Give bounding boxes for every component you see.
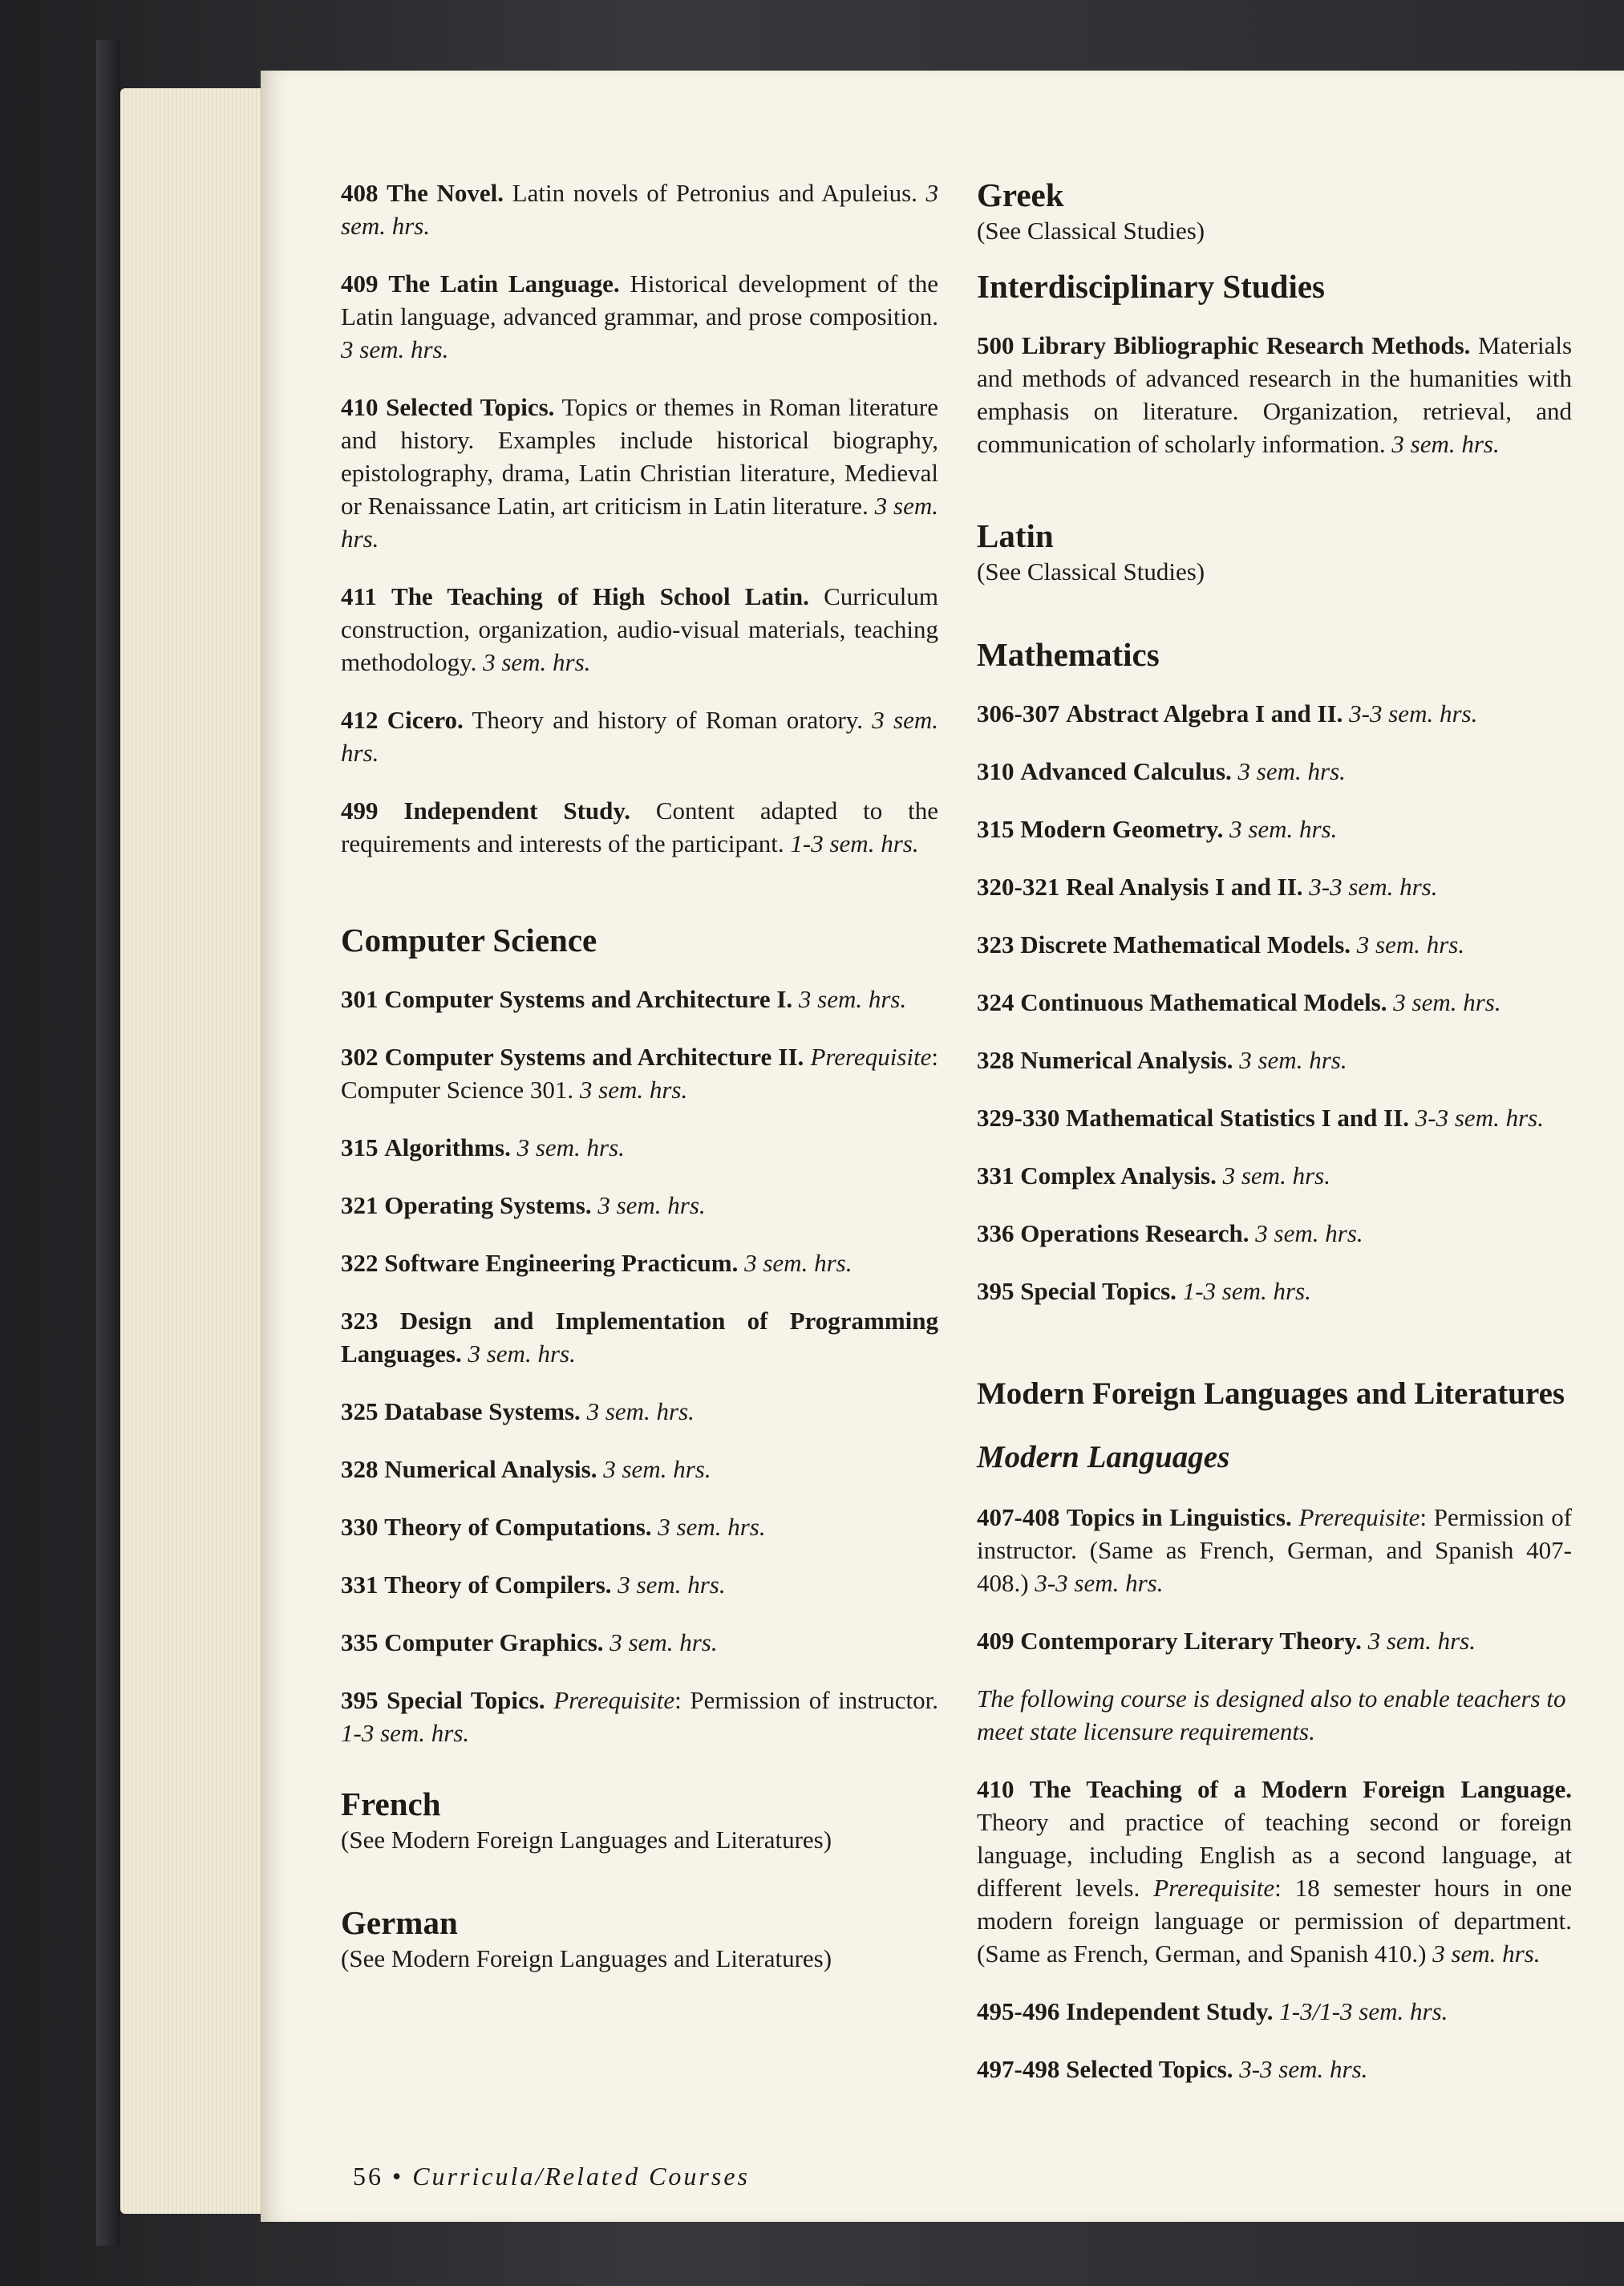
interdisciplinary-heading: Interdisciplinary Studies	[977, 268, 1325, 305]
math-course-entry-315: 315 Modern Geometry. 3 sem. hrs.	[977, 815, 1338, 843]
cs-course-entry-321: 321 Operating Systems. 3 sem. hrs.	[341, 1191, 706, 1219]
computer-science-course-list	[341, 983, 938, 1749]
mathematics-heading: Mathematics	[977, 636, 1160, 673]
math-course-entry-324: 324 Continuous Mathematical Models. 3 sem. hrs.	[977, 988, 1501, 1016]
mathematics-course-list	[977, 697, 1572, 1307]
course-entry-410: 410 Selected Topics. Topics or themes in Roman literature and history. Examples include historical biography, epistolography, drama, Latin Christian literature, Medieval or Renaissance Latin, art criticism in Latin literature. 3 sem. hrs.	[341, 393, 938, 553]
math-course-entry-336: 336 Operations Research. 3 sem. hrs.	[977, 1219, 1363, 1247]
french-heading: French	[341, 1785, 441, 1822]
course-entry-412: 412 Cicero. Theory and history of Roman oratory. 3 sem. hrs.	[341, 706, 938, 767]
math-course-entry-331: 331 Complex Analysis. 3 sem. hrs.	[977, 1161, 1330, 1190]
course-entry-409: 409 The Latin Language. Historical development of the Latin language, advanced grammar, and prose composition. 3 sem. hrs.	[341, 270, 939, 363]
cs-course-entry-328: 328 Numerical Analysis. 3 sem. hrs.	[341, 1455, 711, 1483]
computer-science-heading: Computer Science	[341, 922, 597, 959]
math-course-entry-306-307: 306-307 Abstract Algebra I and II. 3-3 sem. hrs.	[977, 699, 1478, 728]
cs-course-entry-395: 395 Special Topics. Prerequisite: Permission of instructor. 1-3 sem. hrs.	[341, 1686, 938, 1747]
german-see-reference: (See Modern Foreign Languages and Literatures)	[341, 1944, 832, 1972]
interdisciplinary-course-list	[977, 329, 1572, 460]
cs-course-entry-325: 325 Database Systems. 3 sem. hrs.	[341, 1397, 695, 1425]
greek-heading: Greek	[977, 176, 1064, 213]
cs-course-entry-301: 301 Computer Systems and Architecture I. 3 sem. hrs.	[341, 985, 907, 1013]
book-spine-edge	[96, 40, 120, 2246]
greek-see-reference: (See Classical Studies)	[977, 217, 1205, 245]
cs-course-entry-315: 315 Algorithms. 3 sem. hrs.	[341, 1133, 625, 1161]
french-see-reference: (See Modern Foreign Languages and Literatures)	[341, 1826, 832, 1854]
math-course-entry-320-321: 320-321 Real Analysis I and II. 3-3 sem. hrs.	[977, 873, 1438, 901]
page-footer	[353, 2162, 750, 2191]
cs-course-entry-302: 302 Computer Systems and Architecture II. Prerequisite: Computer Science 301. 3 sem. hrs.	[341, 1043, 939, 1104]
math-course-entry-329-330: 329-330 Mathematical Statistics I and II. 3-3 sem. hrs.	[977, 1104, 1544, 1132]
left-column	[341, 176, 938, 2021]
latin-heading: Latin	[977, 517, 1054, 554]
cs-course-entry-322: 322 Software Engineering Practicum. 3 sem. hrs.	[341, 1249, 852, 1277]
page-number: 56	[353, 2162, 383, 2191]
cs-course-entry-330: 330 Theory of Computations. 3 sem. hrs.	[341, 1513, 766, 1541]
cs-course-entry-331: 331 Theory of Compilers. 3 sem. hrs.	[341, 1571, 726, 1599]
math-course-entry-328: 328 Numerical Analysis. 3 sem. hrs.	[977, 1046, 1347, 1074]
course-entry-407-408: 407-408 Topics in Linguistics. Prerequisite: Permission of instructor. (Same as French, German, and Spanish 407-408.) 3-3 sem. hrs.	[977, 1503, 1573, 1597]
course-entry-411: 411 The Teaching of High School Latin. Curriculum construction, organization, audio-visual materials, teaching methodology. 3 sem. hrs.	[341, 582, 939, 676]
latin-see-reference: (See Classical Studies)	[977, 557, 1205, 586]
course-entry-499: 499 Independent Study. Content adapted to the requirements and interests of the participant. 1-3 sem. hrs.	[341, 796, 938, 857]
cs-course-entry-323: 323 Design and Implementation of Programming Languages. 3 sem. hrs.	[341, 1307, 938, 1368]
right-column	[977, 175, 1572, 2110]
cs-course-entry-335: 335 Computer Graphics. 3 sem. hrs.	[341, 1628, 718, 1656]
footer-bullet: •	[392, 2162, 404, 2191]
page-block-edges	[120, 88, 273, 2214]
math-course-entry-323: 323 Discrete Mathematical Models. 3 sem. hrs.	[977, 930, 1465, 959]
math-course-entry-395: 395 Special Topics. 1-3 sem. hrs.	[977, 1277, 1311, 1305]
course-entry-409: 409 Contemporary Literary Theory. 3 sem. hrs.	[977, 1627, 1476, 1655]
footer-section-title: Curricula/Related Courses	[412, 2162, 750, 2191]
course-entry-497-498: 497-498 Selected Topics. 3-3 sem. hrs.	[977, 2055, 1368, 2083]
course-entry-500: 500 Library Bibliographic Research Methods. Materials and methods of advanced research in the humanities with emphasis on literature. Organization, retrieval, and communication of scholarly information. 3 sem. hrs.	[977, 331, 1573, 458]
course-entry-408: 408 The Novel. Latin novels of Petronius and Apuleius. 3 sem. hrs.	[341, 179, 939, 240]
licensure-note: The following course is designed also to enable teachers to meet state licensure requirements.	[977, 1684, 1566, 1745]
modern-languages-subheading: Modern Languages	[977, 1440, 1230, 1474]
modern-foreign-languages-heading: Modern Foreign Languages and Literatures	[977, 1376, 1565, 1411]
course-entry-410: 410 The Teaching of a Modern Foreign Language. Theory and practice of teaching second or foreign language, including English as a second language, at different levels. Prerequisite: 18 semester hours in one modern foreign language or permission of department. (Same as French, German, and Spanish 410.) 3 sem. hrs.	[977, 1775, 1573, 1968]
course-entry-495-496: 495-496 Independent Study. 1-3/1-3 sem. hrs.	[977, 1997, 1448, 2025]
classics-course-list	[341, 176, 938, 860]
german-heading: German	[341, 1904, 458, 1941]
math-course-entry-310: 310 Advanced Calculus. 3 sem. hrs.	[977, 757, 1346, 785]
